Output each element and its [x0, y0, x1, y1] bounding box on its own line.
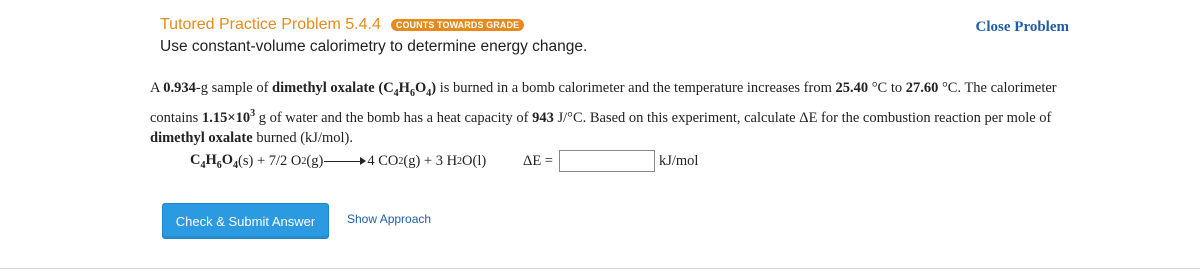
problem-text: J/°C. Based on this experiment, calculate ΔE for the combustion reaction per mole of: [553, 109, 1052, 126]
formula-text: O: [414, 80, 427, 96]
answer-row: [523, 150, 698, 172]
problem-text: °C. The calorimeter contains: [150, 80, 1057, 126]
formula-sub: 4: [426, 87, 432, 99]
reaction-equation: [190, 152, 486, 171]
formula-text: C: [190, 152, 201, 168]
start-temperature: 25.40: [835, 80, 869, 96]
equation-text: 4 CO: [367, 152, 399, 169]
check-submit-button[interactable]: Check & Submit Answer: [162, 203, 329, 239]
formula-text: H: [205, 152, 217, 168]
close-problem-link[interactable]: Close Problem: [975, 19, 1069, 35]
problem-text: A: [150, 80, 164, 96]
show-approach-link[interactable]: Show Approach: [347, 212, 432, 226]
formula-text: ): [431, 80, 437, 96]
problem-statement: [150, 78, 1060, 148]
compound-name: [272, 80, 437, 99]
formula-text: (C: [374, 80, 394, 96]
formula-text: H: [398, 80, 410, 96]
formula-sub: 2: [457, 155, 463, 167]
formula-sub: 4: [200, 159, 206, 171]
problem-text: burned (kJ/mol).: [252, 129, 353, 146]
problem-title: [160, 16, 524, 34]
heat-capacity: 943: [532, 109, 554, 126]
formula-sub: 2: [398, 155, 404, 167]
delta-e-label: ΔE =: [523, 152, 553, 169]
reactant-formula: [190, 152, 238, 171]
problem-subtitle: Use constant-volume calorimetry to determine energy change.: [160, 38, 588, 55]
equation-text: O(l): [462, 152, 487, 169]
delta-e-input[interactable]: [559, 150, 655, 172]
formula-sub: 2: [301, 155, 307, 167]
divider: [0, 268, 1200, 269]
water-mass-exponent: 3: [250, 107, 256, 119]
problem-title-text: Tutored Practice Problem 5.4.4: [160, 16, 381, 33]
compound-name: dimethyl oxalate: [150, 129, 253, 146]
water-mass: [201, 107, 256, 126]
formula-text: O: [221, 152, 234, 168]
answer-unit: kJ/mol: [658, 152, 699, 169]
water-mass-text: 1.15×10: [201, 109, 251, 126]
problem-text: °C to: [868, 80, 906, 96]
formula-sub: 4: [393, 87, 399, 99]
formula-sub: 6: [216, 159, 222, 171]
reaction-arrow-icon: [324, 156, 366, 166]
problem-text: g of water and the bomb has a heat capacity of: [255, 109, 533, 126]
grade-badge: COUNTS TOWARDS GRADE: [391, 19, 524, 31]
compound-name-text: dimethyl oxalate: [272, 80, 375, 96]
formula-sub: 4: [233, 159, 239, 171]
equation-text: (g): [306, 152, 324, 169]
sample-mass: 0.934: [163, 80, 196, 96]
equation-text: (s) + 7/2 O: [238, 152, 302, 169]
end-temperature: 27.60: [905, 80, 939, 96]
formula-sub: 6: [409, 87, 415, 99]
equation-text: (g) + 3 H: [403, 152, 458, 169]
problem-text: -g sample of: [195, 80, 273, 96]
problem-text: is burned in a bomb calorimeter and the temperature increases from: [436, 80, 836, 96]
